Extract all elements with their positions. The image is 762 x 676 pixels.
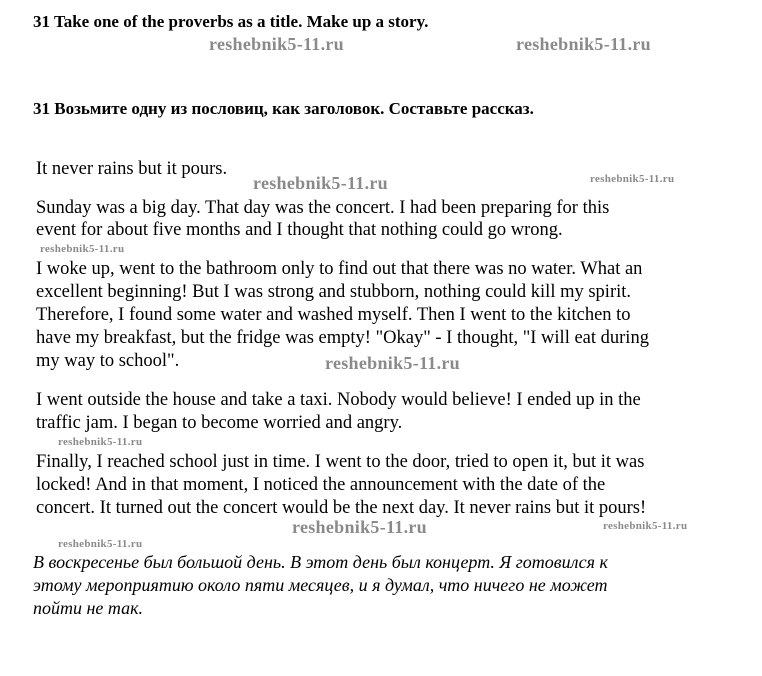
story-line: excellent beginning! But I was strong and stubborn, nothing could kill my spirit. — [36, 282, 632, 302]
watermark: reshebnik5-11.ru — [40, 243, 125, 255]
translation-line: В воскресенье был большой день. В этот день был концерт. Я готовился к — [33, 552, 608, 572]
story-line: locked! And in that moment, I noticed the announcement with the date of the — [36, 475, 606, 495]
watermark: reshebnik5-11.ru — [58, 538, 143, 550]
watermark: reshebnik5-11.ru — [603, 520, 688, 532]
story-line: traffic jam. I began to become worried and angry. — [36, 413, 403, 433]
story-line: Finally, I reached school just in time. I went to the door, tried to open it, but it was — [36, 452, 645, 472]
story-line: my way to school". — [36, 351, 180, 371]
watermark: reshebnik5-11.ru — [209, 34, 344, 54]
watermark: reshebnik5-11.ru — [292, 517, 427, 537]
task-heading-en: 31 Take one of the proverbs as a title. Make up a story. — [33, 12, 429, 31]
story-line: concert. It turned out the concert would be the next day. It never rains but it pours! — [36, 498, 647, 518]
watermark: reshebnik5-11.ru — [516, 34, 651, 54]
translation-line: этому мероприятию около пяти месяцев, и я думал, что ничего не может — [33, 575, 608, 595]
story-line: I went outside the house and take a taxi. Nobody would believe! I ended up in the — [36, 390, 641, 410]
task-heading-ru: 31 Возьмите одну из пословиц, как заголовок. Составьте рассказ. — [33, 99, 534, 118]
story-title: It never rains but it pours. — [36, 159, 228, 179]
watermark: reshebnik5-11.ru — [325, 353, 460, 373]
watermark: reshebnik5-11.ru — [58, 436, 143, 448]
translation-line: пойти не так. — [33, 598, 144, 618]
story-line: event for about five months and I thought that nothing could go wrong. — [36, 220, 563, 240]
story-line: have my breakfast, but the fridge was empty! "Okay" - I thought, "I will eat during — [36, 328, 649, 348]
story-line: I woke up, went to the bathroom only to find out that there was no water. What an — [36, 259, 643, 279]
watermark: reshebnik5-11.ru — [590, 173, 675, 185]
watermark: reshebnik5-11.ru — [253, 173, 388, 193]
story-line: Therefore, I found some water and washed myself. Then I went to the kitchen to — [36, 305, 631, 325]
story-line: Sunday was a big day. That day was the concert. I had been preparing for this — [36, 198, 610, 218]
